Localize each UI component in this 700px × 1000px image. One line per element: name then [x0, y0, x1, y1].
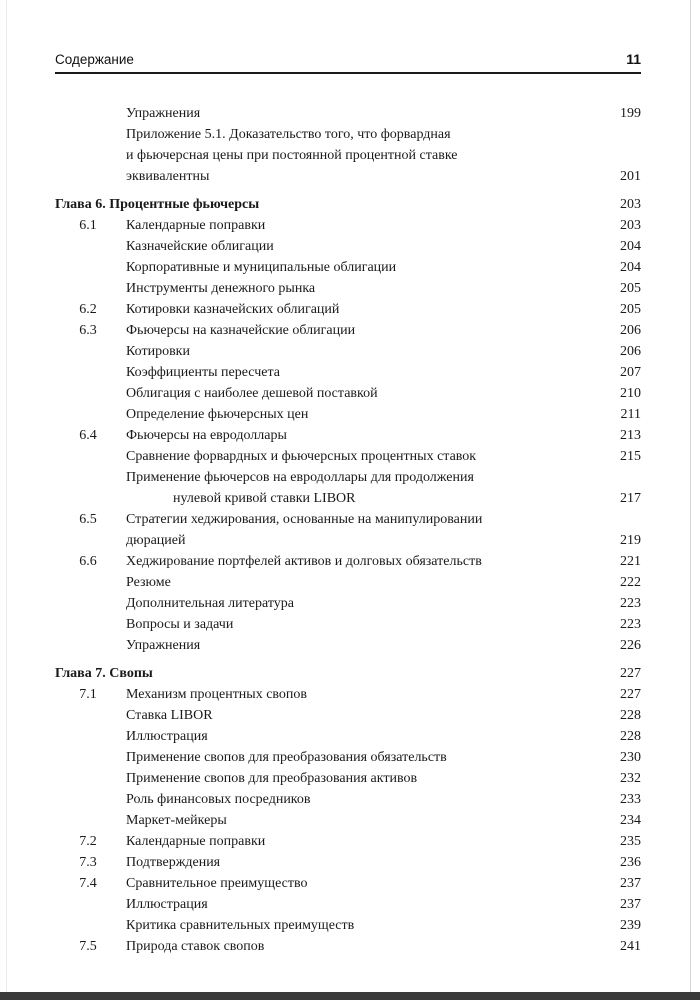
- toc-entry-page: 226: [620, 638, 641, 653]
- toc-entry-page: 203: [620, 197, 641, 212]
- toc-entry-page: 206: [620, 344, 641, 359]
- toc-entry: [55, 258, 641, 278]
- toc-entry: [55, 468, 641, 488]
- toc-entry-page: 199: [620, 106, 641, 121]
- toc-entry-page: 227: [620, 666, 641, 681]
- toc-entry-title: Облигация с наиболее дешевой поставкой: [126, 386, 378, 401]
- toc-entry-title: Календарные поправки: [126, 218, 266, 233]
- toc-section-number: 7.3: [79, 855, 97, 870]
- toc-entry: [55, 594, 641, 614]
- toc-entry-title: Иллюстрация: [126, 897, 208, 912]
- toc-entry-title: Применение фьючерсов на евродоллары для продолжения: [126, 470, 474, 485]
- toc-entry-title: Дополнительная литература: [126, 596, 294, 611]
- toc-entry-title: эквивалентны: [126, 169, 210, 184]
- toc-entry-title: Подтверждения: [126, 855, 221, 870]
- toc-entry-page: 239: [620, 918, 641, 933]
- toc-chapter-title: Глава 7. Свопы: [55, 666, 153, 681]
- toc-entry-page: 217: [620, 491, 641, 506]
- toc-entry-title: и фьючерсная цены при постоянной процентной ставке: [126, 148, 458, 163]
- toc-entry-title: Приложение 5.1. Доказательство того, что форвардная: [126, 127, 451, 142]
- toc-section-number: 6.4: [79, 428, 97, 443]
- toc-entry-page: 223: [620, 617, 641, 632]
- toc-entry-title: Фьючерсы на евродоллары: [126, 428, 287, 443]
- toc-section: [55, 510, 641, 530]
- toc-entry-page: 232: [620, 771, 641, 786]
- toc-entry-page: 203: [620, 218, 641, 233]
- toc-entry-title: Маркет-мейкеры: [126, 813, 227, 828]
- toc-entry-title: Котировки казначейских облигаций: [126, 302, 340, 317]
- toc-section: [55, 426, 641, 446]
- toc-chapter-title: Глава 6. Процентные фьючерсы: [55, 197, 260, 212]
- toc-entry-continuation: [55, 531, 641, 551]
- toc-entry-continuation: [55, 489, 641, 509]
- toc-entry: [55, 405, 641, 425]
- toc-entry-page: 211: [620, 407, 641, 422]
- toc-section: [55, 874, 641, 894]
- toc-entry-title: Сравнительное преимущество: [126, 876, 308, 891]
- toc-section-number: 7.1: [79, 687, 97, 702]
- toc-entry: [55, 342, 641, 362]
- toc-entry-page: 237: [620, 876, 641, 891]
- running-header-title: Содержание: [55, 52, 134, 67]
- toc-section-number: 6.2: [79, 302, 97, 317]
- toc-section: [55, 685, 641, 705]
- toc-section: [55, 832, 641, 852]
- toc-entry-page: 241: [620, 939, 641, 954]
- toc-chapter-heading: [55, 195, 641, 215]
- toc-section: [55, 937, 641, 957]
- toc-entry-page: 219: [620, 533, 641, 548]
- toc-entry: [55, 895, 641, 915]
- toc-entry-title: Коэффициенты пересчета: [126, 365, 280, 380]
- toc-entry-title: Ставка LIBOR: [126, 708, 213, 723]
- toc-entry-title: Определение фьючерсных цен: [126, 407, 309, 422]
- toc-section-number: 6.5: [79, 512, 97, 527]
- toc-entry-page: 223: [620, 596, 641, 611]
- toc-entry-title: Природа ставок свопов: [126, 939, 265, 954]
- toc-entry-page: 207: [620, 365, 641, 380]
- toc-entry-title: Инструменты денежного рынка: [126, 281, 316, 296]
- toc-entry: [55, 279, 641, 299]
- toc-entry-title: Календарные поправки: [126, 834, 266, 849]
- toc-section-number: 6.3: [79, 323, 97, 338]
- toc-entry: [55, 790, 641, 810]
- toc-section: [55, 300, 641, 320]
- toc-entry-title: Сравнение форвардных и фьючерсных процентных ставок: [126, 449, 477, 464]
- toc-entry-page: 210: [620, 386, 641, 401]
- toc-entry-title: Резюме: [126, 575, 171, 590]
- page-left-edge: [6, 0, 7, 1000]
- toc-entry-continuation: [55, 167, 641, 187]
- toc-entry-page: 228: [620, 729, 641, 744]
- toc-entry: [55, 706, 641, 726]
- running-header-page-number: 11: [626, 51, 641, 67]
- toc-entry-title: Стратегии хеджирования, основанные на манипулировании: [126, 512, 483, 527]
- toc-entry-page: 234: [620, 813, 641, 828]
- toc-entry-title: Фьючерсы на казначейские облигации: [126, 323, 356, 338]
- toc-entry: [55, 125, 641, 145]
- toc-entry-page: 222: [620, 575, 641, 590]
- toc-section: [55, 853, 641, 873]
- toc-chapter-heading: [55, 664, 641, 684]
- toc-section: [55, 216, 641, 236]
- toc-entry: [55, 727, 641, 747]
- toc-entry-title: Хеджирование портфелей активов и долговых обязательств: [126, 554, 482, 569]
- toc-section: [55, 321, 641, 341]
- toc-section-number: 7.2: [79, 834, 97, 849]
- toc-entry-page: 237: [620, 897, 641, 912]
- toc-entry: [55, 573, 641, 593]
- toc-entry-page: 205: [620, 302, 641, 317]
- toc-entry-page: 204: [620, 239, 641, 254]
- page-bottom-edge: [0, 992, 700, 1000]
- toc-entry-page: 235: [620, 834, 641, 849]
- toc-entry-page: 228: [620, 708, 641, 723]
- toc-entry: [55, 237, 641, 257]
- toc-entry-title: Роль финансовых посредников: [126, 792, 311, 807]
- toc-entry: [55, 748, 641, 768]
- toc-entry-title: дюрацией: [126, 533, 186, 548]
- toc-entry-page: 204: [620, 260, 641, 275]
- toc-entry-title: Казначейские облигации: [126, 239, 274, 254]
- toc-entry: [55, 384, 641, 404]
- toc-entry-page: 213: [620, 428, 641, 443]
- toc-entry-page: 233: [620, 792, 641, 807]
- toc-entry-title: Упражнения: [126, 638, 201, 653]
- toc-entry: [55, 916, 641, 936]
- toc-entry-page: 236: [620, 855, 641, 870]
- toc-entry: [55, 811, 641, 831]
- toc-entry-title: Механизм процентных свопов: [126, 687, 308, 702]
- toc-entry: [55, 363, 641, 383]
- toc-entry: [55, 769, 641, 789]
- page-right-edge: [690, 0, 691, 1000]
- running-header: [55, 50, 641, 72]
- toc-entry-title: Применение свопов для преобразования активов: [126, 771, 418, 786]
- toc-entry-title: Упражнения: [126, 106, 201, 121]
- toc-entry: [55, 615, 641, 635]
- toc-entry-page: 221: [620, 554, 641, 569]
- toc-section: [55, 552, 641, 572]
- header-rule: [55, 72, 641, 74]
- toc-entry-title: Корпоративные и муниципальные облигации: [126, 260, 397, 275]
- toc-entry-continuation: [55, 146, 641, 166]
- toc-section-number: 7.4: [79, 876, 97, 891]
- toc-entry-title: нулевой кривой ставки LIBOR: [173, 491, 356, 506]
- toc-entry-page: 206: [620, 323, 641, 338]
- toc-entry-page: 205: [620, 281, 641, 296]
- toc-entry-page: 201: [620, 169, 641, 184]
- toc-entry: [55, 636, 641, 656]
- toc-entry-title: Критика сравнительных преимуществ: [126, 918, 355, 933]
- toc-section-number: 7.5: [79, 939, 97, 954]
- toc-section-number: 6.1: [79, 218, 97, 233]
- toc-section-number: 6.6: [79, 554, 97, 569]
- toc-entry-page: 227: [620, 687, 641, 702]
- toc-entry-page: 230: [620, 750, 641, 765]
- toc-entry: [55, 104, 641, 124]
- toc-entry-title: Вопросы и задачи: [126, 617, 234, 632]
- toc-entry-title: Иллюстрация: [126, 729, 208, 744]
- toc-entry-title: Котировки: [126, 344, 190, 359]
- toc-entry: [55, 447, 641, 467]
- toc-entry-title: Применение свопов для преобразования обязательств: [126, 750, 447, 765]
- toc-entry-page: 215: [620, 449, 641, 464]
